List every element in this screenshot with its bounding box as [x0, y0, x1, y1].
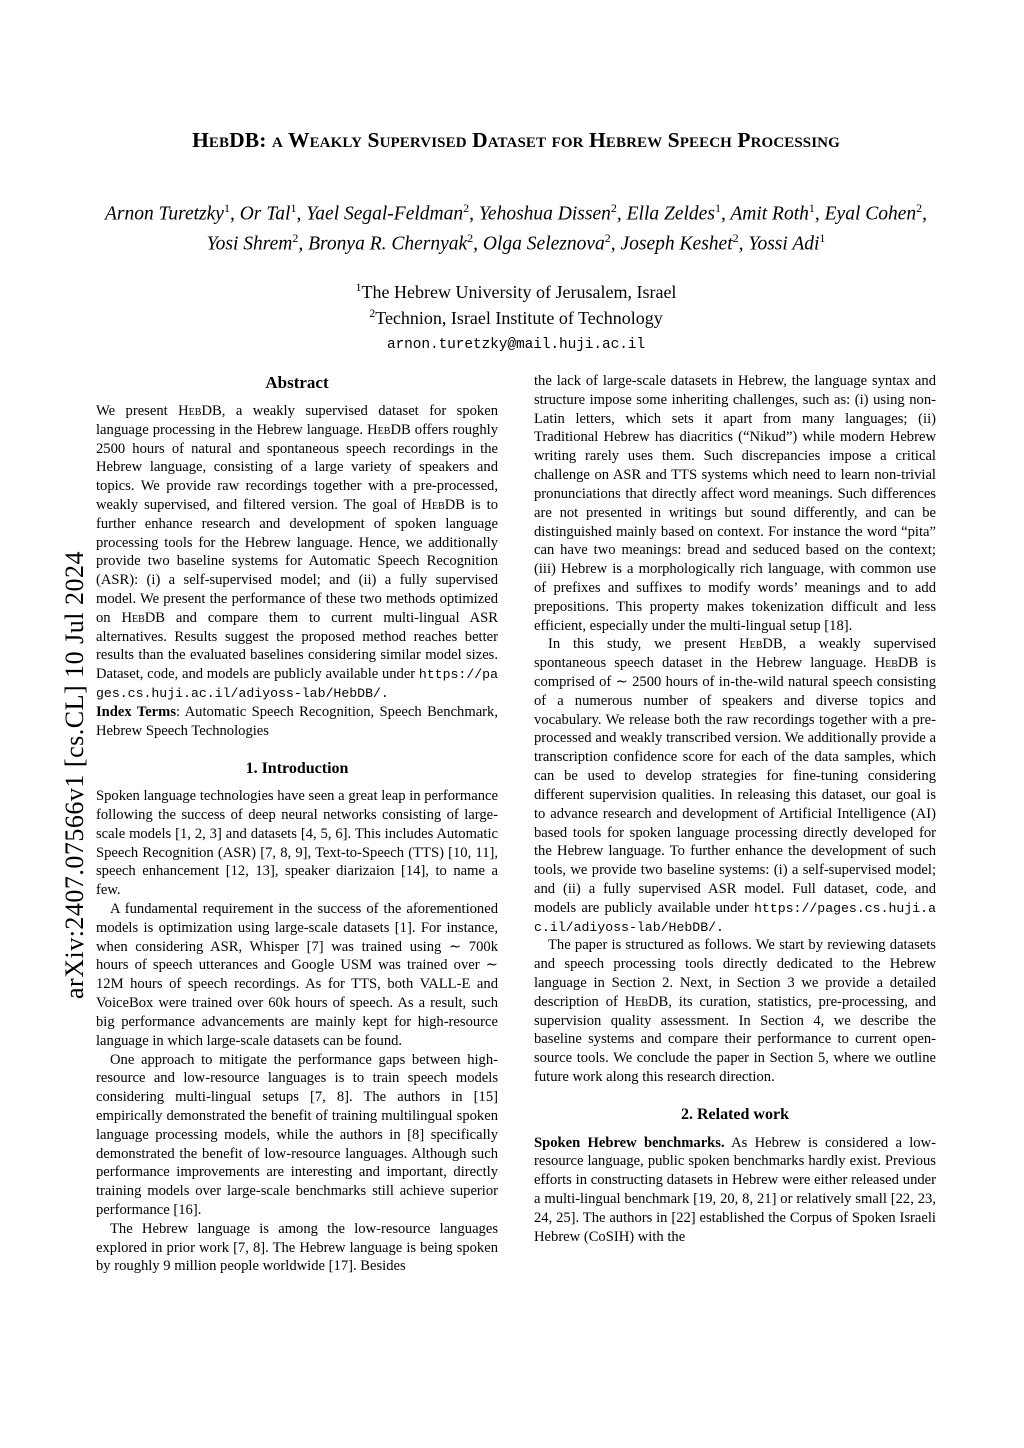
abstract-url[interactable]: //pages.cs.huji.ac.il/adiyoss-lab/HebDB/.	[96, 667, 498, 702]
paper-page	[96, 0, 936, 1448]
right-paragraph-2	[534, 635, 936, 936]
affiliation-2: $^2$Technion, Israel Institute of Technology	[369, 305, 663, 328]
affiliation-block	[96, 279, 936, 331]
index-terms-paragraph	[96, 703, 498, 741]
section-heading-related-work: 2. Related work	[681, 1105, 789, 1123]
intro-paragraph-1: Spoken language technologies have seen a great leap in performance following the success of deep neural networks consisting of large-scale models [1, 2, 3] and datasets [4, 5, 6]. This includes Automatic Speech Recognition (ASR) [7, 8, 9], Text-to-Speech (TTS) [10, 11], speech enhancement [12, 13], speaker diarizaion [14], to name a few.	[96, 788, 498, 899]
related-text: As Hebrew is considered a low-resource language, public spoken benchmarks hardly exist. Previous efforts in constructing datasets in Hebrew were either released under a multi-lingual benchmark [19, 20, 8, 21] or relatively small [22, 23, 24, 25]. The authors in [22] established the Corpus of Spoken Israeli Hebrew (CoSIH) with the	[534, 1134, 936, 1245]
abstract-paragraph	[96, 402, 498, 703]
hebdb-url-line-2[interactable]: adiyoss-lab/HebDB/.	[573, 919, 724, 935]
index-terms-text: : Automatic Speech Recognition, Speech Benchmark, Hebrew Speech Technologies	[96, 703, 498, 739]
related-paragraph-1	[534, 1134, 936, 1247]
index-terms-label: Index Terms	[96, 703, 176, 720]
section-heading-introduction: 1. Introduction	[245, 759, 349, 777]
abstract-url-prefix: https:	[418, 667, 467, 683]
author-list: Arnon Turetzky$^1$, Or Tal$^1$, Yael Segal-Feldman$^2$, Yehoshua Dissen$^2$, Ella Zeldes$^1$, Amit Roth$^1$, Eyal Cohen$^2$, Yosi Shrem$^2$, Bronya R. Chernyak$^2$, Olga Seleznova$^2$, Joseph Keshet$^2$, Yossi Adi$^1$	[104, 201, 928, 255]
right-paragraph-2-text: In this study, we present HebDB, a weakly supervised spontaneous speech dataset in the Hebrew language. HebDB is comprised of ∼ 2500 hours of in-the-wild natural speech consisting of a numerous number of speakers and diverse topics and vocabulary. We release both the raw recordings together with a pre-processed and weakly transcribed version. We additionally provide a transcription confidence score for each of the data samples, which can be used to develop strategies for fine-tuning considering different supervision qualities. In releasing this dataset, our goal is to advance research and development of Artificial Intelligence (AI) based tools for spoken language processing directly developed for the Hebrew language. To further enhance the development of such tools, we provide two baseline systems: (i) a self-supervised model; and (ii) a fully supervised ASR model. Full dataset, code, and models are publicly available under	[534, 636, 936, 916]
column-right	[534, 372, 936, 1276]
page-title-text: HebDB: a Weakly Supervised Dataset for Hebrew Speech Processing	[192, 128, 840, 152]
right-paragraph-3: The paper is structured as follows. We start by reviewing datasets and speech processing tools directly dedicated to the Hebrew language in Section 2. Next, in Section 3 we provide a detailed description of HebDB, its curation, statistics, pre-processing, and supervision quality assessment. In Section 4, we describe the baseline systems and compare their performance to current open-source tools. We conclude the paper in Section 5, where we outline future work along this research direction.	[534, 937, 936, 1086]
hebdb-url-line-1[interactable]: https://pages.cs.huji.ac.il/	[534, 900, 936, 935]
affiliation-1: $^1$The Hebrew University of Jerusalem, Israel	[355, 279, 677, 302]
column-left	[96, 372, 498, 1276]
related-lead-in: Spoken Hebrew benchmarks.	[534, 1134, 725, 1151]
right-paragraph-1: the lack of large-scale datasets in Hebrew, the language syntax and structure impose some inheriting challenges, such as: (i) using non-Latin letters, which sets it apart from many languages; (ii) Traditional Hebrew has diacritics (“Nikud”) while modern Hebrew writing rarely uses them. Such discrepancies impose a critical challenge on ASR and TTS systems which need to learn non-trivial pronunciations that directly affect word meanings. Such differences are not presented in writings but sound differently, and can be distinguished mainly based on context. For instance the word “pita” can have two meanings: bread and seduced based on the context; (iii) Hebrew is a morphologically rich language, with common use of prefixes and suffixes to modify words’ meanings and to add prepositions. This property makes tokenization difficult and less efficient, especially under the multi-lingual setup [18].	[534, 373, 936, 634]
abstract-text: We present HebDB, a weakly supervised dataset for spoken language processing in the Hebrew language. HebDB offers roughly 2500 hours of natural and spontaneous speech recordings in the Hebrew language, consisting of a large variety of speakers and topics. We provide raw recordings together with a pre-processed, weakly supervised, and filtered version. The goal of HebDB is to further enhance research and development of spoken language processing tools for the Hebrew language. Hence, we additionally provide two baseline systems for Automatic Speech Recognition (ASR): (i) a self-supervised model; and (ii) a fully supervised model. We present the performance of these two methods optimized on HebDB and compare them to current multi-lingual ASR alternatives. Results suggest the proposed method reaches better results than the evaluated baselines considering similar model sizes. Dataset, code, and models are publicly available under	[96, 402, 499, 683]
two-column-body	[96, 372, 936, 1276]
intro-paragraph-4: The Hebrew language is among the low-resource languages explored in prior work [7, 8]. The Hebrew language is being spoken by roughly 9 million people worldwide [17]. Besides	[96, 1220, 498, 1275]
arxiv-stamp: arXiv:2407.07566v1 [cs.CL] 10 Jul 2024	[60, 551, 89, 999]
abstract-heading: Abstract	[265, 373, 329, 392]
page-title	[96, 128, 936, 153]
contact-email: arnon.turetzky@mail.huji.ac.il	[386, 336, 646, 353]
intro-paragraph-3: One approach to mitigate the performance gaps between high-resource and low-resource languages is to train speech models considering multi-lingual setups [7, 8]. The authors in [15] empirically demonstrated the benefit of training multilingual spoken language processing models, while the authors in [8] specifically demonstrated the benefit of low-resource languages. Although such performance improvements are interesting and important, directly training models over large-scale benchmarks still achieve superior performance [16].	[96, 1051, 498, 1219]
intro-paragraph-2: A fundamental requirement in the success of the aforementioned models is optimization using large-scale datasets [1]. For instance, when considering ASR, Whisper [7] was trained using ∼ 700k hours of speech utterances and Google USM was trained over ∼ 12M hours of speech recordings. As for TTS, both VALL-E and VoiceBox were trained over 60k hours of speech. As a result, such big performance advancements are mainly kept for high-resource language in which large-scale datasets can be found.	[96, 901, 498, 1049]
